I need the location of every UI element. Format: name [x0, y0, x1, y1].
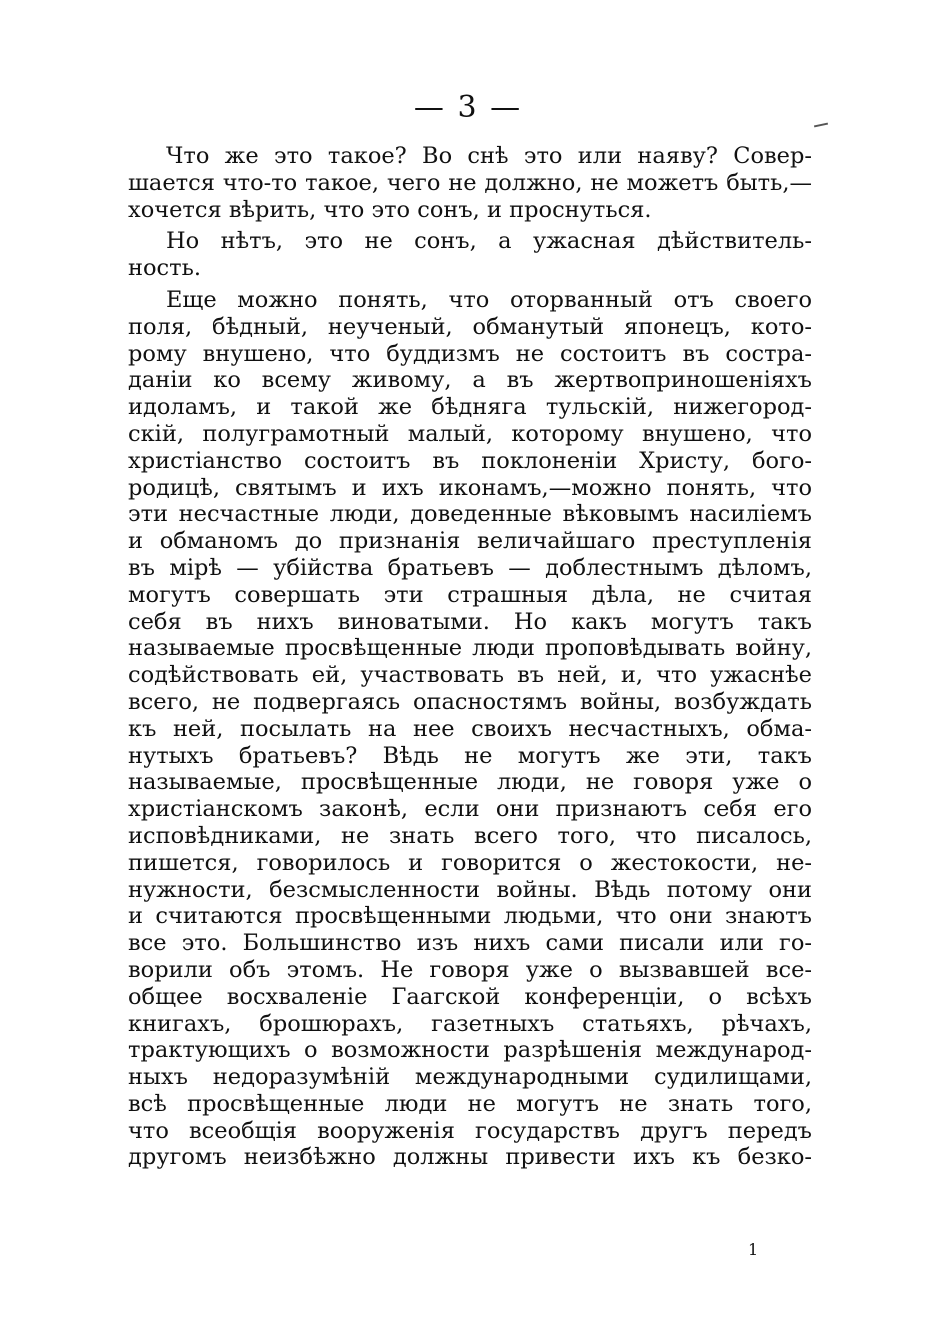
text-line: и считаются просвѣщенными людьми, что они знаютъ: [128, 903, 812, 930]
text-line: поля, бѣдный, неученый, обманутый японецъ, кото-: [128, 313, 812, 340]
body-text: [128, 143, 812, 1171]
text-line: содѣйствовать ей, участвовать въ ней, и, что ужаснѣе: [128, 662, 812, 689]
text-line: къ ней, посылать на нее своихъ несчастныхъ, обма-: [128, 715, 812, 742]
text-line: родицѣ, святымъ и ихъ иконамъ,—можно понять, что: [128, 474, 812, 501]
text-line: что всеобщія вооруженія государствъ другъ передъ: [128, 1117, 812, 1144]
text-line: эти несчастные люди, доведенные вѣковымъ насиліемъ: [128, 501, 812, 528]
text-line: называемые, просвѣщенные люди, не говоря уже о: [128, 769, 812, 796]
text-line: хочется вѣрить, что это сонъ, и проснуться.: [128, 196, 652, 223]
text-line: и обманомъ до признанія величайшаго преступленія: [128, 528, 812, 555]
text-line: исповѣдниками, не знать всего того, что писалось,: [128, 822, 812, 849]
text-line: ныхъ недоразумѣній международными судилищами,: [128, 1064, 812, 1091]
text-line: Но нѣтъ, это не сонъ, а ужасная дѣйствитель-: [166, 228, 812, 255]
text-line: нужности, безсмысленности войны. Вѣдь потому они: [128, 876, 812, 903]
text-line: себя въ нихъ виноватыми. Но какъ могутъ такъ: [128, 608, 812, 635]
text-line: шается что-то такое, чего не должно, не можетъ быть,—: [128, 169, 812, 196]
text-line: даніи ко всему живому, а въ жертвоприношеніяхъ: [128, 367, 812, 394]
text-line: всего, не подвергаясь опасностямъ войны, возбуждать: [128, 688, 812, 715]
text-line: рому внушено, что буддизмъ не состоитъ въ состра-: [128, 340, 812, 367]
text-line: нутыхъ братьевъ? Вѣдь не могутъ же эти, такъ: [128, 742, 812, 769]
signature-mark: 1: [748, 1240, 759, 1259]
text-line: ность.: [128, 255, 201, 282]
text-line: общее восхваленіе Гаагской конференціи, о всѣхъ: [128, 983, 812, 1010]
text-line: ворили объ этомъ. Не говоря уже о вызвавшей все-: [128, 956, 812, 983]
page-number: — 3 —: [413, 90, 523, 125]
text-line: могутъ совершать эти страшныя дѣла, не считая: [128, 581, 812, 608]
text-line: все это. Большинство изъ нихъ сами писали или го-: [128, 930, 812, 957]
text-line: христіанство состоитъ въ поклоненіи Христу, бого-: [128, 447, 812, 474]
text-line: скій, полуграмотный малый, которому внушено, что: [128, 420, 812, 447]
text-line: христіанскомъ законѣ, если они признаютъ себя его: [128, 796, 812, 823]
text-line: другомъ неизбѣжно должны привести ихъ къ безко-: [128, 1144, 812, 1171]
text-line: всѣ просвѣщенные люди не могутъ не знать того,: [128, 1090, 812, 1117]
text-line: книгахъ, брошюрахъ, газетныхъ статьяхъ, рѣчахъ,: [128, 1010, 812, 1037]
text-line: Еще можно понять, что оторванный отъ своего: [166, 286, 812, 313]
text-line: пишется, говорилось и говорится о жестокости, не-: [128, 849, 812, 876]
text-line: называемые просвѣщенные люди проповѣдывать войну,: [128, 635, 812, 662]
text-line: трактующихъ о возможности разрѣшенія международ-: [128, 1037, 812, 1064]
text-line: идоламъ, и такой же бѣдняга тульскій, нижегород-: [128, 394, 812, 421]
text-line: въ мірѣ — убійства братьевъ — доблестнымъ дѣломъ,: [128, 554, 812, 581]
text-line: Что же это такое? Во снѣ это или наяву? Совер-: [166, 143, 812, 169]
